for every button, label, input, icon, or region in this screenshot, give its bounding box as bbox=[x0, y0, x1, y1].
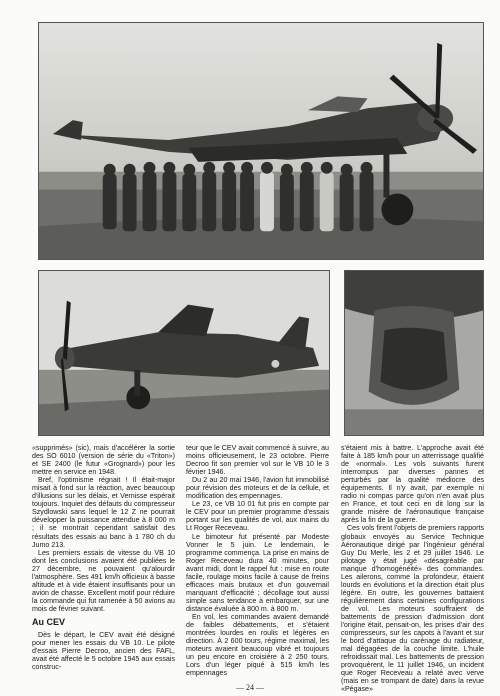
col1-paragraph-3: Les premiers essais de vitesse du VB 10 dont les conclusions avaient été publiées le 27 décembre, ne pouvaient qu'alourdir l'atmosphère. Ses 491 km/h officieux à basse altitude et à vide étaient insuffisants pour un avion de chasse. Excellent motif pour réduire la commande qui fut ramenée à 50 avions au mois de février suivant. bbox=[32, 548, 175, 613]
col3-paragraph-1: s'étaient mis à battre. L'approche avait été faite à 185 km/h pour un atterrissage qualifié de «normal». Les vols suivants furent interrompus par diverses pannes et perturbés par la qualité médiocre des équipements. Il n'y avait, par exemple ni radio ni compas parce qu'on n'en avait plus en France, et tout ceci en dit long sur la grande misère de l'aéronautique française après la fin de la guerre. bbox=[341, 444, 484, 525]
col2-paragraph-5: En vol, les commandes avaient demandé de faibles débattements, et s'étaient montrées lourdes en roulis et légères en direction. À 2 600 tours, régime maximal, les moteurs avaient beaucoup vibré et toujours un peu encore en croisière à 2 250 tours. Lors d'un léger piqué à 515 km/h les empennages bbox=[186, 612, 329, 678]
photo-aircraft-with-crew bbox=[38, 22, 484, 260]
col3-paragraph-2: Ces vols firent l'objets de premiers rapports globaux envoyés au Service Technique Aéronautique dirigé par l'ingénieur général Guy Du Merle, les 2 et 29 juillet 1946. Le pilotage y était jugé «désagréable par manque d'homogénéité» des commandes. Les ailerons, comme la profondeur, étaient lourds en évolutions et la direction était plus légère. En outre, les gouvernes battaient régulièrement dans certaines configurations de vol. Les moteurs souffraient de battements de pression d'admission dont l'origine était, pensait-on, les prises d'air des compresseurs, sur les capots à l'avant et sur le bord d'attaque du carénage du radiateur, mal dégagées de la couche limite. L'huile refroidissait mal. Les battements de pression provoquèrent, le 11 juillet 1946, un incident que Roger Receveau a relaté avec verve (mais en se trompant de date) dans la revue «Pégase» bbox=[341, 524, 484, 694]
col2-paragraph-3: Le 23, ce VB 10 01 fut pris en compte par le CEV pour un premier programme d'essais portant sur les qualités de vol, aux mains du Lt Roger Receveau. bbox=[186, 500, 329, 533]
section-heading-au-cev: Au CEV bbox=[32, 616, 66, 627]
photo-aircraft-ground-view bbox=[38, 270, 330, 436]
text-column-1 bbox=[32, 444, 175, 671]
col2-paragraph-2: Du 2 au 20 mai 1946, l'avion fut immobilisé pour révision des moteurs et de la cellule, et modification des empennages. bbox=[186, 476, 329, 501]
page-number: — 24 — bbox=[236, 683, 264, 692]
text-column-2 bbox=[186, 444, 329, 677]
col2-paragraph-1: teur que le CEV avait commencé à suivre, au moins officieusement, le 23 octobre. Pierre Decroo fit son premier vol sur le VB 10 le 3 février 1946. bbox=[186, 444, 329, 477]
photo-engine-nacelle-closeup bbox=[344, 270, 484, 436]
col1-paragraph-4: Dès le départ, le CEV avait été désigné pour mener les essais du VB 10. Le pilote d'essais Pierre Decroo, ancien des FAFL, avait été affecté le 5 octobre 1945 aux essais construc- bbox=[32, 630, 175, 672]
col2-paragraph-4: Le bimoteur fut présenté par Modeste Vonner le 5 juin. Le lendemain, le programme commença. La prise en mains de Roger Receveau dura 40 minutes, pour avant midi, dont le rappel fut : mise en route facile, roulage moins facile à cause de freins efficaces mais brutaux et d'un gouvernail manquant d'efficacité ; décollage tout aussi simple sans tendance à embarquer, sur une distance évaluée à 800 m. à 800 m. bbox=[186, 532, 329, 613]
text-column-3 bbox=[341, 444, 484, 693]
col1-paragraph-2: Bref, l'optimisme régnait ! Il était-major misait à fond sur la réaction, avec beaucoup d'illusions sur les délais, et Vernisse espérait toujours. Inquiet des défauts du compresseur Szydlowski sans lequel le 12 Z ne pourrait développer la puissance attendue à 8 000 m ; il se montrait cependant satisfait des résultats des essais au banc à 1 780 ch du Jumo 213. bbox=[32, 476, 175, 549]
col1-paragraph-1: «supprimés» (sic), mais d'accélérer la sortie des SO 6010 (version de série du «Triton») et SE 2400 (le futur «Grognard») pour les mettre en service en 1948. bbox=[32, 444, 175, 477]
